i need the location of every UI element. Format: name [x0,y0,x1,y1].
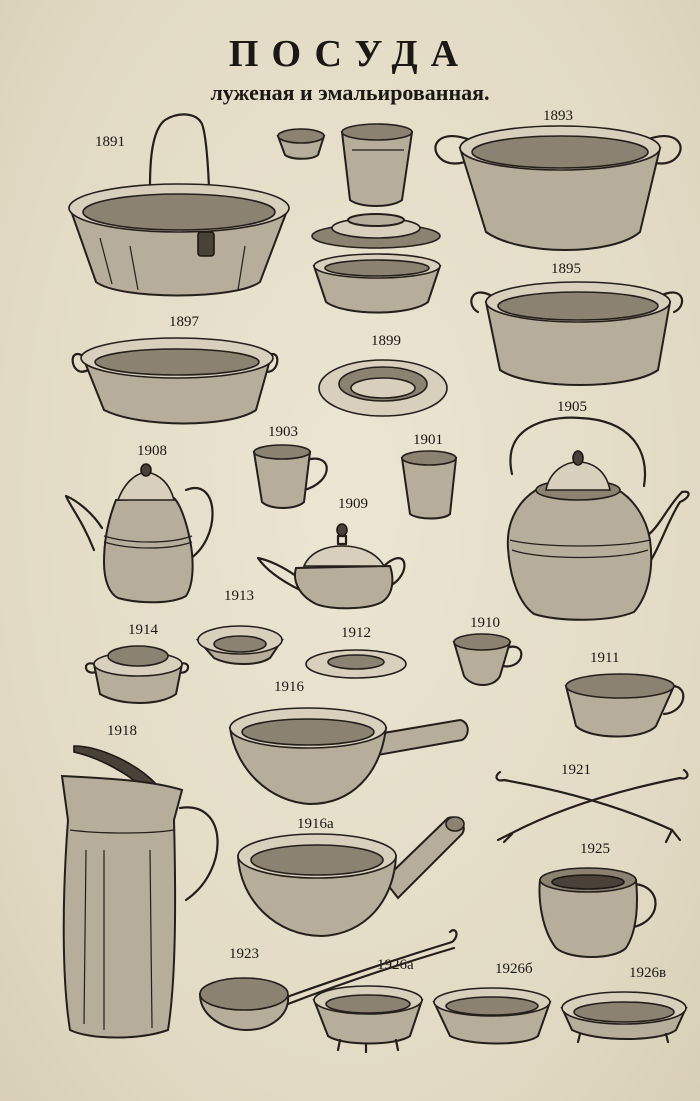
item-number-1891: 1891 [95,134,125,150]
item-number-1909: 1909 [338,496,368,512]
item-number-1893: 1893 [543,108,573,124]
item-number-1913: 1913 [224,588,254,604]
deep-two-handled-pan-illustration [471,282,682,385]
item-number-1897: 1897 [169,314,199,330]
item-number-1914: 1914 [128,622,158,638]
page-title: ПОСУДА [228,33,472,75]
item-number-1905: 1905 [557,399,587,415]
small-cup-illustration [278,129,324,159]
item-number-1901: 1901 [413,432,443,448]
mug-illustration [254,445,327,508]
oval-handled-basin-illustration [73,338,278,424]
item-number-1918: 1918 [107,723,137,739]
item-number-1916a: 1916а [297,816,334,832]
item-number-1926v: 1926в [629,965,667,981]
item-number-1912: 1912 [341,625,371,641]
item-number-1910: 1910 [470,615,500,631]
item-number-1921: 1921 [561,762,591,778]
tongs-illustration [497,770,688,842]
item-number-1911: 1911 [590,650,620,666]
item-number-1908: 1908 [137,443,167,459]
coffee-pot-illustration [66,464,213,602]
small-beaker-illustration [402,451,456,519]
two-handled-basin-illustration [435,126,680,250]
handled-bowl-illustration [230,708,468,804]
item-number-1926b: 1926б [495,961,533,977]
teapot-illustration [258,524,404,608]
deep-dish-illustration [198,626,282,664]
item-number-1925: 1925 [580,841,610,857]
lidded-casserole-illustration [86,646,188,703]
saucer-illustration [306,650,406,678]
footed-bowl-illustration [314,986,422,1052]
item-number-1899: 1899 [371,333,401,349]
teacup-illustration [454,634,521,685]
bowl-illustration [434,988,550,1044]
item-number-1923: 1923 [229,946,259,962]
soup-plate-illustration [319,360,447,416]
item-number-1903: 1903 [268,424,298,440]
item-number-1916: 1916 [274,679,304,695]
chamber-cup-illustration [540,868,656,957]
kettle-illustration [508,418,689,620]
item-number-1895: 1895 [551,261,581,277]
deep-bowl-illustration [314,254,440,313]
beaker-illustration [342,124,412,206]
handled-bowl-tube-illustration [238,817,464,936]
page-subtitle: луженая и эмальированная. [210,80,490,105]
footed-dish-illustration [562,992,686,1042]
pitcher-jug-illustration [62,746,218,1038]
item-number-1926a: 1926а [377,957,414,973]
large-cup-illustration [566,674,683,737]
lid-stack-illustration [312,214,440,248]
pail-basin-illustration [69,114,289,295]
